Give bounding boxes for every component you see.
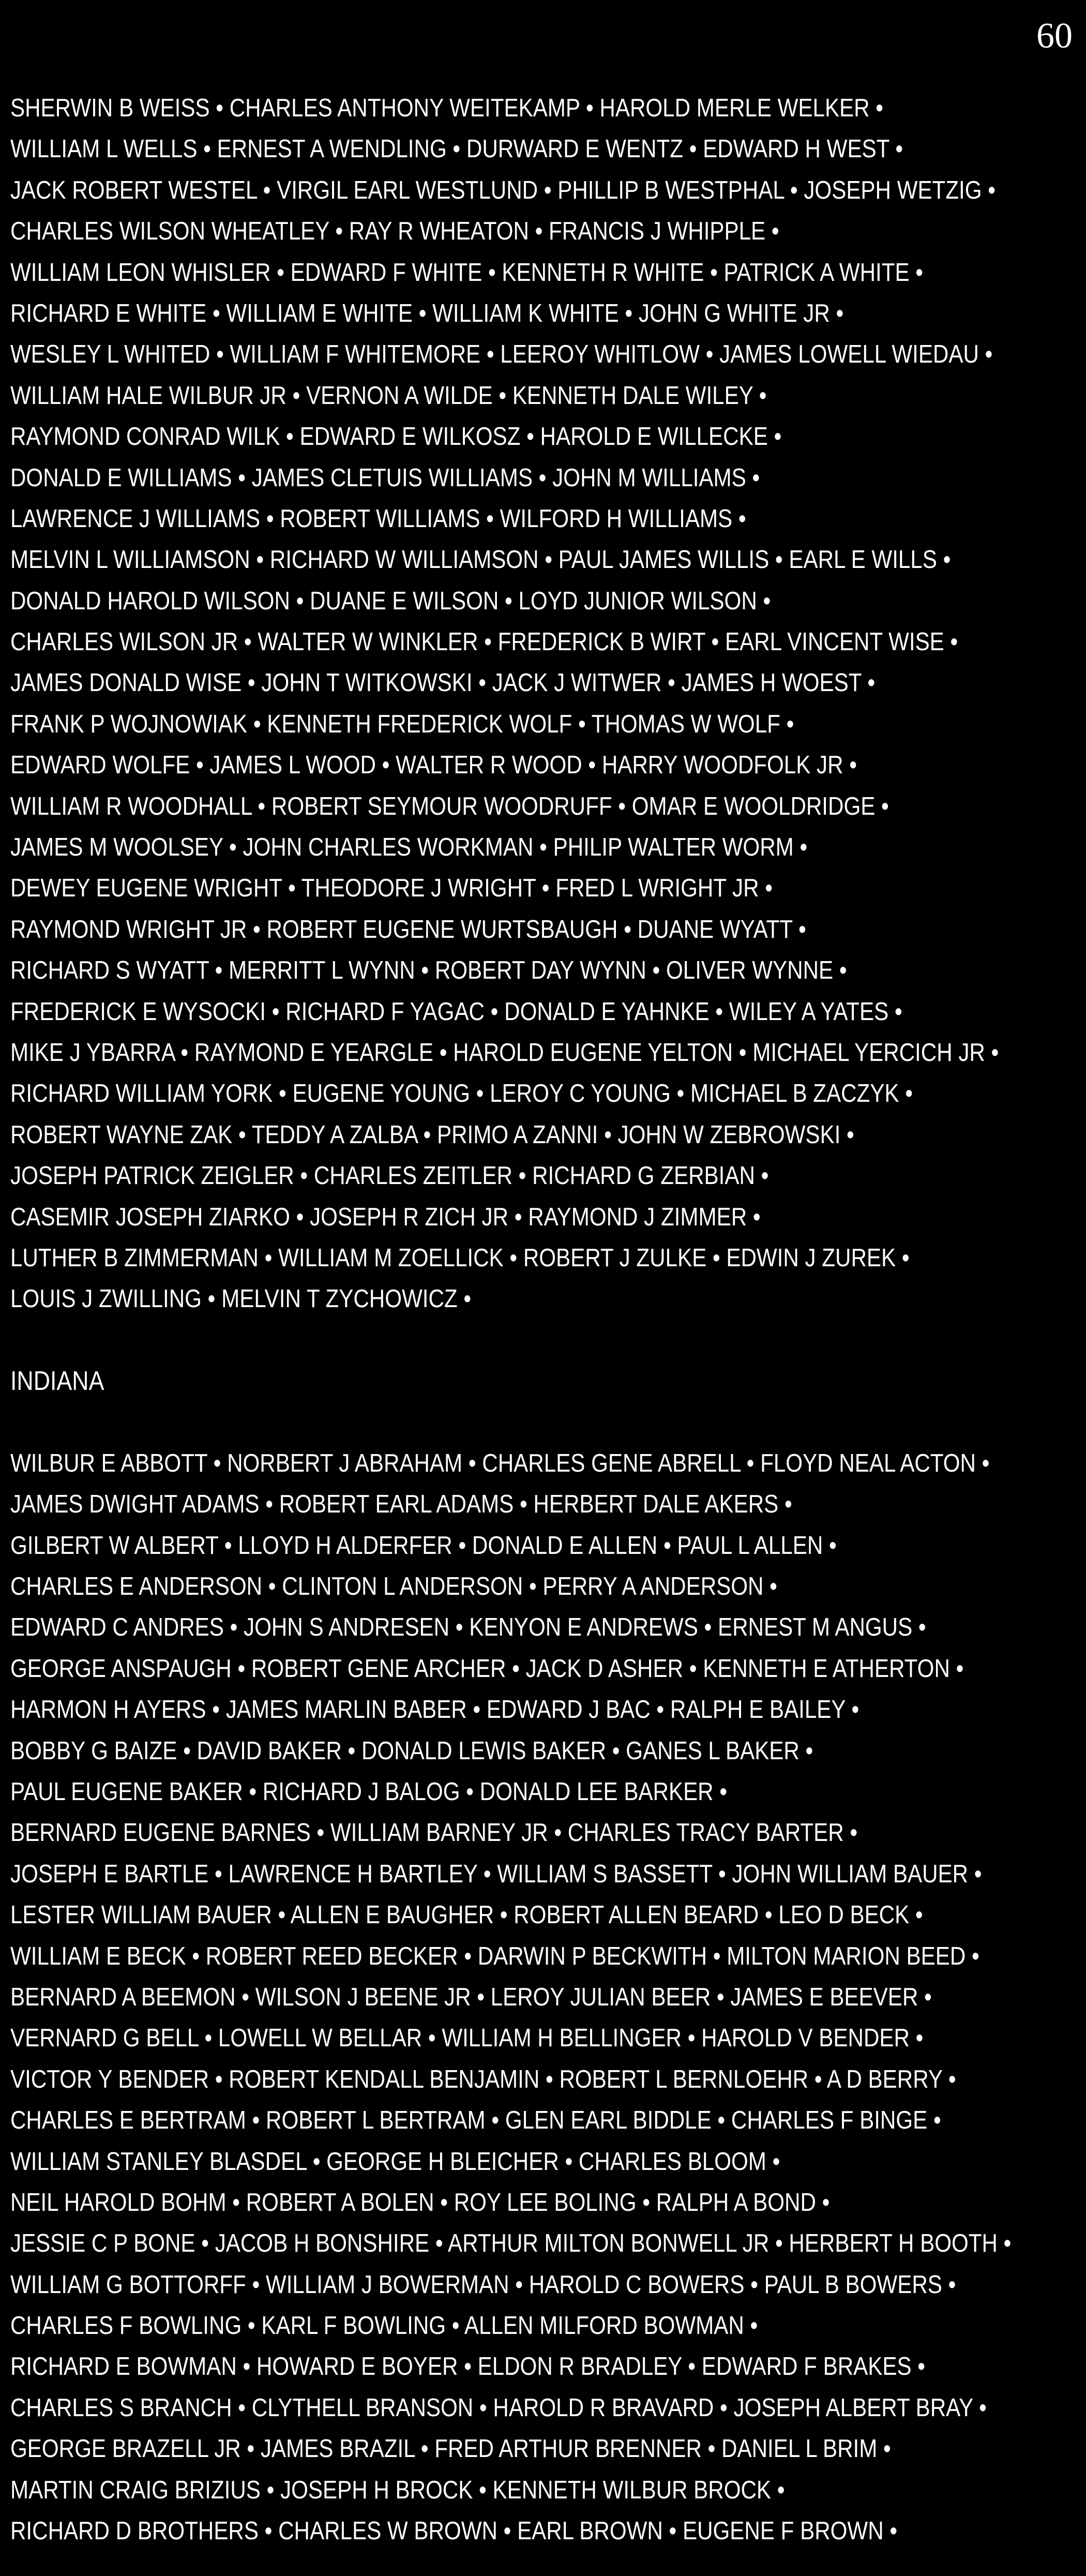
name-line: WILLIAM R WOODHALL • ROBERT SEYMOUR WOODRUFF • OMAR E WOOLDRIDGE •	[10, 792, 889, 820]
name-line: WILBUR E ABBOTT • NORBERT J ABRAHAM • CHARLES GENE ABRELL • FLOYD NEAL ACTON •	[10, 1449, 990, 1477]
name-line: RICHARD WILLIAM YORK • EUGENE YOUNG • LEROY C YOUNG • MICHAEL B ZACZYK •	[10, 1080, 913, 1108]
name-line: GILBERT W ALBERT • LLOYD H ALDERFER • DONALD E ALLEN • PAUL L ALLEN •	[10, 1531, 837, 1560]
name-line: FRANK P WOJNOWIAK • KENNETH FREDERICK WOLF • THOMAS W WOLF •	[10, 710, 794, 738]
name-line: DEWEY EUGENE WRIGHT • THEODORE J WRIGHT • FRED L WRIGHT JR •	[10, 874, 773, 903]
name-line: JOSEPH PATRICK ZEIGLER • CHARLES ZEITLER • RICHARD G ZERBIAN •	[10, 1162, 769, 1190]
name-line: BOBBY G BAIZE • DAVID BAKER • DONALD LEWIS BAKER • GANES L BAKER •	[10, 1736, 813, 1765]
name-line: RAYMOND CONRAD WILK • EDWARD E WILKOSZ • HAROLD E WILLECKE •	[10, 423, 782, 451]
name-line: MELVIN L WILLIAMSON • RICHARD W WILLIAMSON • PAUL JAMES WILLIS • EARL E WILLS •	[10, 546, 951, 574]
name-line: WESLEY L WHITED • WILLIAM F WHITEMORE • LEEROY WHITLOW • JAMES LOWELL WIEDAU •	[10, 340, 993, 369]
name-line: CHARLES WILSON JR • WALTER W WINKLER • FREDERICK B WIRT • EARL VINCENT WISE •	[10, 628, 958, 656]
name-line: JAMES M WOOLSEY • JOHN CHARLES WORKMAN • PHILIP WALTER WORM •	[10, 833, 808, 862]
name-line: GEORGE BRAZELL JR • JAMES BRAZIL • FRED ARTHUR BRENNER • DANIEL L BRIM •	[10, 2435, 891, 2463]
name-line: CHARLES E ANDERSON • CLINTON L ANDERSON • PERRY A ANDERSON •	[10, 1572, 777, 1601]
name-line: FREDERICK E WYSOCKI • RICHARD F YAGAC • DONALD E YAHNKE • WILEY A YATES •	[10, 997, 902, 1026]
name-line: LUTHER B ZIMMERMAN • WILLIAM M ZOELLICK • ROBERT J ZULKE • EDWIN J ZUREK •	[10, 1244, 910, 1272]
name-line: LAWRENCE J WILLIAMS • ROBERT WILLIAMS • WILFORD H WILLIAMS •	[10, 504, 746, 533]
name-line: BERNARD A BEEMON • WILSON J BEENE JR • LEROY JULIAN BEER • JAMES E BEEVER •	[10, 1983, 932, 2011]
name-line: NEIL HAROLD BOHM • ROBERT A BOLEN • ROY LEE BOLING • RALPH A BOND •	[10, 2188, 830, 2216]
name-line: DONALD HAROLD WILSON • DUANE E WILSON • LOYD JUNIOR WILSON •	[10, 587, 771, 615]
name-line: JACK ROBERT WESTEL • VIRGIL EARL WESTLUND • PHILLIP B WESTPHAL • JOSEPH WETZIG •	[10, 176, 996, 204]
name-line: CHARLES WILSON WHEATLEY • RAY R WHEATON • FRANCIS J WHIPPLE •	[10, 217, 779, 246]
name-line: GEORGE ANSPAUGH • ROBERT GENE ARCHER • JACK D ASHER • KENNETH E ATHERTON •	[10, 1654, 964, 1683]
name-line: JESSIE C P BONE • JACOB H BONSHIRE • ARTHUR MILTON BONWELL JR • HERBERT H BOOTH •	[10, 2229, 1012, 2258]
name-line: JAMES DWIGHT ADAMS • ROBERT EARL ADAMS • HERBERT DALE AKERS •	[10, 1490, 792, 1519]
name-line: BERNARD EUGENE BARNES • WILLIAM BARNEY JR • CHARLES TRACY BARTER •	[10, 1819, 858, 1847]
name-line: LESTER WILLIAM BAUER • ALLEN E BAUGHER • ROBERT ALLEN BEARD • LEO D BECK •	[10, 1901, 923, 1929]
name-line: VICTOR Y BENDER • ROBERT KENDALL BENJAMIN • ROBERT L BERNLOEHR • A D BERRY •	[10, 2065, 956, 2093]
name-line: RAYMOND WRIGHT JR • ROBERT EUGENE WURTSBAUGH • DUANE WYATT •	[10, 915, 806, 943]
name-line: EDWARD WOLFE • JAMES L WOOD • WALTER R WOOD • HARRY WOODFOLK JR •	[10, 751, 857, 780]
name-line: CASEMIR JOSEPH ZIARKO • JOSEPH R ZICH JR • RAYMOND J ZIMMER •	[10, 1203, 761, 1231]
section-heading: INDIANA	[10, 1366, 104, 1397]
name-line: DONALD E WILLIAMS • JAMES CLETUIS WILLIAMS • JOHN M WILLIAMS •	[10, 463, 760, 492]
page-number: 60	[1036, 16, 1073, 56]
name-line: CHARLES E BERTRAM • ROBERT L BERTRAM • GLEN EARL BIDDLE • CHARLES F BINGE •	[10, 2106, 941, 2135]
name-line: RICHARD D BROTHERS • CHARLES W BROWN • EARL BROWN • EUGENE F BROWN •	[10, 2517, 898, 2545]
name-list	[10, 88, 1081, 2552]
name-line: RICHARD E WHITE • WILLIAM E WHITE • WILLIAM K WHITE • JOHN G WHITE JR •	[10, 299, 844, 327]
name-line: WILLIAM STANLEY BLASDEL • GEORGE H BLEICHER • CHARLES BLOOM •	[10, 2147, 780, 2176]
section-1	[10, 1361, 1081, 2552]
name-line: JOSEPH E BARTLE • LAWRENCE H BARTLEY • WILLIAM S BASSETT • JOHN WILLIAM BAUER •	[10, 1860, 982, 1888]
section-0	[10, 88, 1081, 1320]
name-line: HARMON H AYERS • JAMES MARLIN BABER • EDWARD J BAC • RALPH E BAILEY •	[10, 1696, 859, 1724]
name-line: RICHARD E BOWMAN • HOWARD E BOYER • ELDON R BRADLEY • EDWARD F BRAKES •	[10, 2353, 926, 2381]
name-line: WILLIAM E BECK • ROBERT REED BECKER • DARWIN P BECKWITH • MILTON MARION BEED •	[10, 1942, 979, 1970]
name-line: VERNARD G BELL • LOWELL W BELLAR • WILLIAM H BELLINGER • HAROLD V BENDER •	[10, 2024, 924, 2053]
name-line: LOUIS J ZWILLING • MELVIN T ZYCHOWICZ •	[10, 1285, 472, 1313]
name-line: PAUL EUGENE BAKER • RICHARD J BALOG • DONALD LEE BARKER •	[10, 1778, 728, 1806]
name-line: MARTIN CRAIG BRIZIUS • JOSEPH H BROCK • KENNETH WILBUR BROCK •	[10, 2476, 785, 2504]
name-line: WILLIAM L WELLS • ERNEST A WENDLING • DURWARD E WENTZ • EDWARD H WEST •	[10, 135, 903, 163]
name-line: WILLIAM HALE WILBUR JR • VERNON A WILDE • KENNETH DALE WILEY •	[10, 381, 767, 410]
name-line: SHERWIN B WEISS • CHARLES ANTHONY WEITEKAMP • HAROLD MERLE WELKER •	[10, 94, 884, 122]
name-line: WILLIAM G BOTTORFF • WILLIAM J BOWERMAN • HAROLD C BOWERS • PAUL B BOWERS •	[10, 2270, 956, 2299]
name-line: MIKE J YBARRA • RAYMOND E YEARGLE • HAROLD EUGENE YELTON • MICHAEL YERCICH JR •	[10, 1038, 999, 1067]
name-line: CHARLES F BOWLING • KARL F BOWLING • ALLEN MILFORD BOWMAN •	[10, 2312, 758, 2340]
name-line: ROBERT WAYNE ZAK • TEDDY A ZALBA • PRIMO A ZANNI • JOHN W ZEBROWSKI •	[10, 1120, 854, 1149]
name-line: CHARLES S BRANCH • CLYTHELL BRANSON • HAROLD R BRAVARD • JOSEPH ALBERT BRAY •	[10, 2393, 987, 2422]
name-line: JAMES DONALD WISE • JOHN T WITKOWSKI • JACK J WITWER • JAMES H WOEST •	[10, 669, 876, 697]
name-line: RICHARD S WYATT • MERRITT L WYNN • ROBERT DAY WYNN • OLIVER WYNNE •	[10, 956, 847, 985]
name-line: WILLIAM LEON WHISLER • EDWARD F WHITE • KENNETH R WHITE • PATRICK A WHITE •	[10, 258, 924, 287]
name-line: EDWARD C ANDRES • JOHN S ANDRESEN • KENYON E ANDREWS • ERNEST M ANGUS •	[10, 1613, 926, 1642]
